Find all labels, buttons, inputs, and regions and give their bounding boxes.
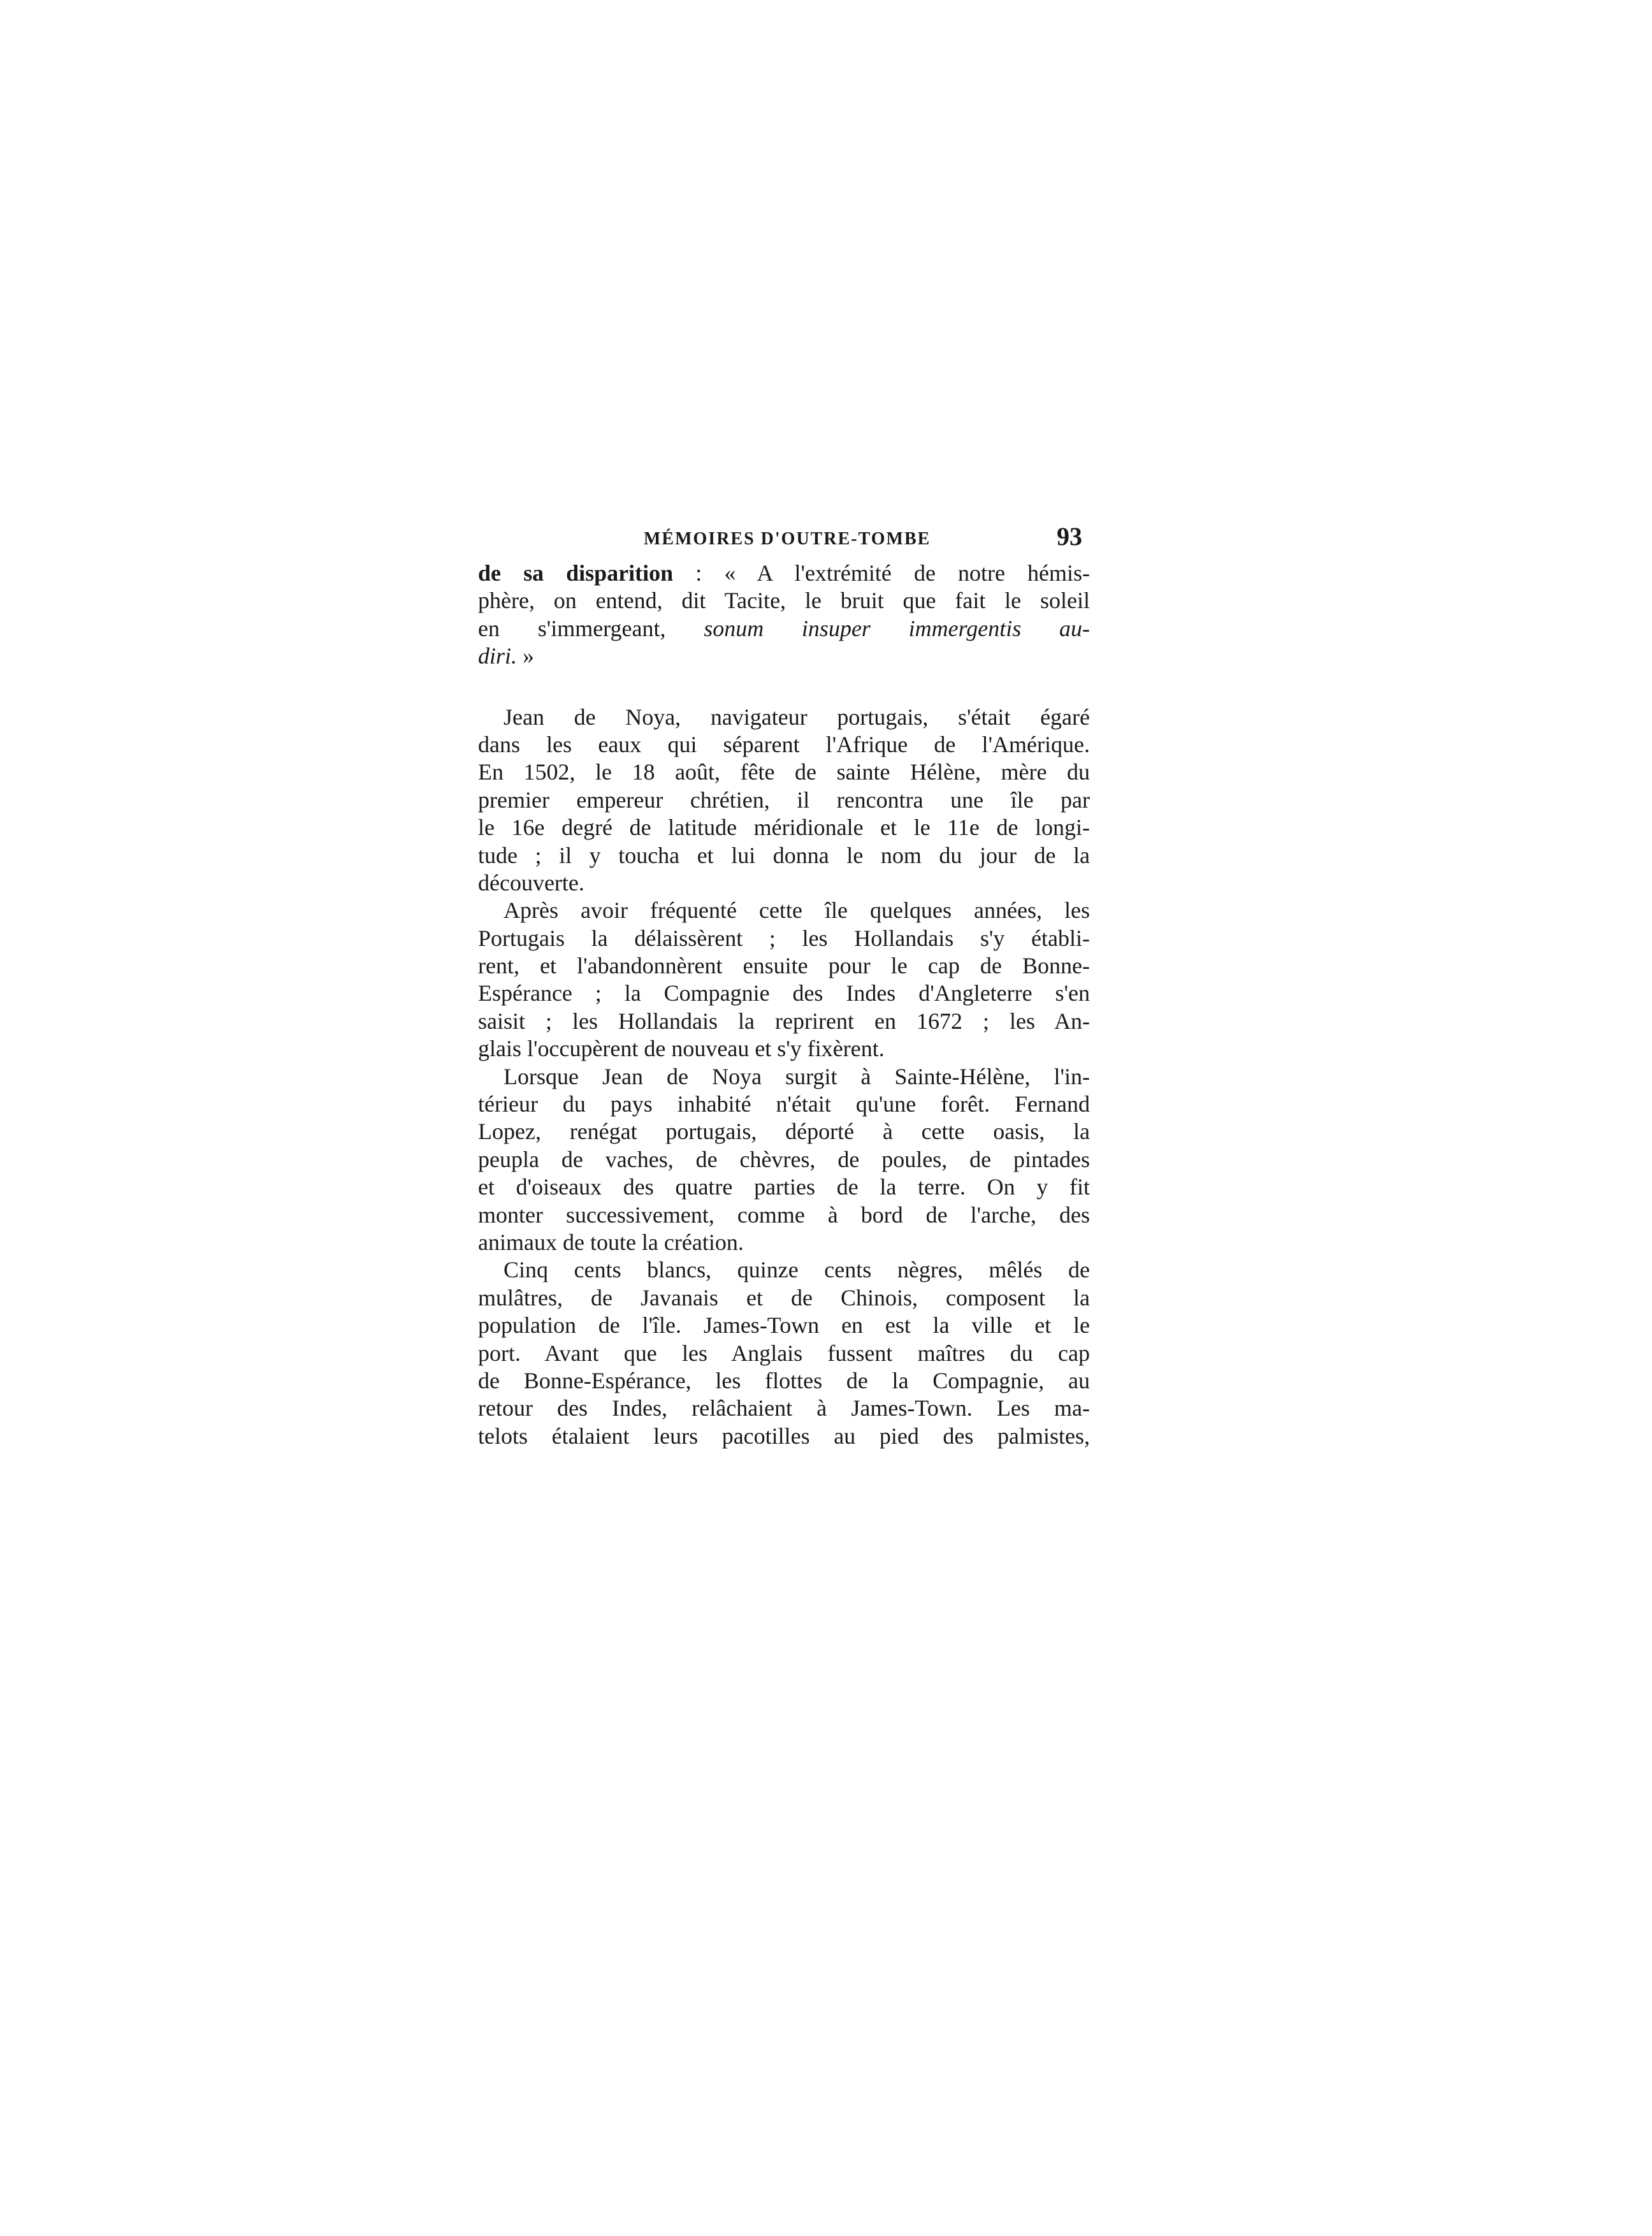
text-line: de Bonne-Espérance, les flottes de la Compagnie, au	[478, 1367, 1090, 1393]
text-segment: en s'immergeant,	[478, 615, 704, 641]
text-line: Après avoir fréquenté cette île quelques années, les	[504, 897, 1090, 924]
text-segment: diri.	[478, 643, 518, 669]
text-line	[478, 587, 1090, 614]
paragraph-gap	[478, 671, 1090, 704]
text-segment: sonum insuper immergentis au-	[704, 615, 1090, 641]
paragraph-5	[478, 1256, 1090, 1450]
text-line	[478, 642, 1090, 670]
text-line: Portugais la délaissèrent ; les Hollandais s'y établi-	[478, 925, 1090, 951]
text-line: Lopez, renégat portugais, déporté à cette oasis, la	[478, 1119, 1090, 1145]
text-line: saisit ; les Hollandais la reprirent en 1672 ; les An-	[478, 1008, 1090, 1034]
text-line: Espérance ; la Compagnie des Indes d'Angleterre s'en	[478, 980, 1090, 1006]
text-line: découverte.	[478, 869, 584, 896]
text-line: dans les eaux qui séparent l'Afrique de l'Amérique.	[478, 731, 1090, 757]
text-segment: »	[517, 643, 535, 669]
text-line: population de l'île. James-Town en est la ville et le	[478, 1312, 1090, 1339]
page-text-block	[478, 521, 1090, 1450]
text-line: et d'oiseaux des quatre parties de la terre. On y fit	[478, 1174, 1090, 1200]
text-segment: phère, on entend, dit Tacite, le bruit que fait le soleil	[478, 588, 1090, 614]
running-header	[478, 521, 1090, 560]
paragraph-4	[478, 1063, 1090, 1257]
text-line: rent, et l'abandonnèrent ensuite pour le cap de Bonne-	[478, 953, 1090, 979]
text-line: térieur du pays inhabité n'était qu'une forêt. Fernand	[478, 1091, 1090, 1117]
text-line: port. Avant que les Anglais fussent maîtres du cap	[478, 1340, 1090, 1366]
text-line	[478, 615, 1090, 642]
text-line	[478, 560, 1090, 587]
text-line: telots étalaient leurs pacotilles au pied des palmistes,	[478, 1423, 1090, 1449]
running-title: MÉMOIRES D'OUTRE-TOMBE	[644, 529, 931, 549]
text-line: glais l'occupèrent de nouveau et s'y fixèrent.	[478, 1036, 885, 1062]
text-segment: : « A l'extrémité de notre hémis-	[673, 560, 1090, 586]
text-line: Lorsque Jean de Noya surgit à Sainte-Hélène, l'in-	[504, 1063, 1090, 1089]
text-line: Cinq cents blancs, quinze cents nègres, mêlés de	[504, 1257, 1090, 1283]
text-line: le 16e degré de latitude méridionale et le 11e de longi-	[478, 815, 1090, 841]
paragraph-2	[478, 704, 1090, 897]
paragraph-3	[478, 897, 1090, 1063]
paragraph-1	[478, 560, 1090, 671]
text-line: Jean de Noya, navigateur portugais, s'était égaré	[504, 704, 1090, 730]
page-number: 93	[1057, 522, 1082, 551]
text-line: animaux de toute la création.	[478, 1229, 744, 1255]
text-line: peupla de vaches, de chèvres, de poules, de pintades	[478, 1146, 1090, 1172]
text-line: premier empereur chrétien, il rencontra une île par	[478, 787, 1090, 813]
text-segment: de sa disparition	[478, 560, 674, 586]
text-line: retour des Indes, relâchaient à James-Town. Les ma-	[478, 1395, 1090, 1421]
text-line: monter successivement, comme à bord de l'arche, des	[478, 1201, 1090, 1228]
text-line: tude ; il y toucha et lui donna le nom du jour de la	[478, 842, 1090, 868]
text-line: En 1502, le 18 août, fête de sainte Hélène, mère du	[478, 759, 1090, 785]
text-line: mulâtres, de Javanais et de Chinois, composent la	[478, 1284, 1090, 1310]
